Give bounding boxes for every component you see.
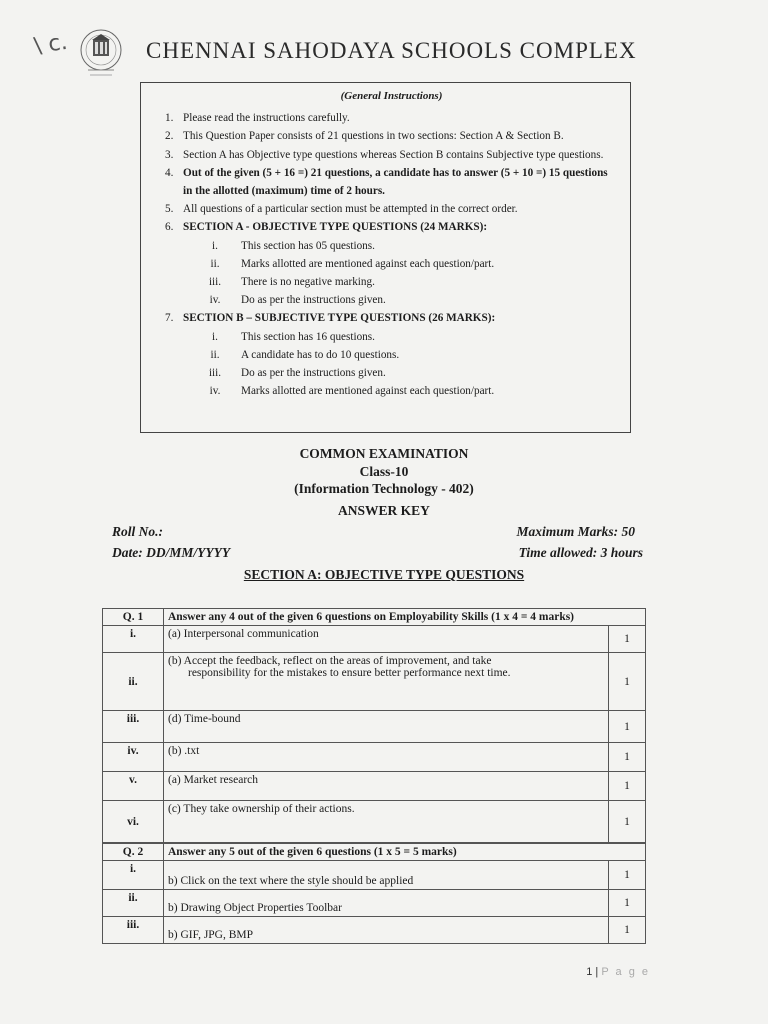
roll-no-label: Roll No.: bbox=[112, 524, 164, 539]
question-number: Q. 2 bbox=[103, 844, 164, 861]
answer-text: (a) Interpersonal communication bbox=[164, 626, 609, 653]
section-a-title: SECTION A: OBJECTIVE TYPE QUESTIONS bbox=[243, 567, 525, 582]
instruction-item: 4. Out of the given (5 + 16 =) 21 questions, a candidate has to answer (5 + 10 =) 15 questions in the allotted (maximum) time of 2 hours. bbox=[165, 166, 608, 198]
table-row bbox=[103, 917, 646, 944]
section-a-sublist bbox=[195, 237, 618, 310]
page-footer bbox=[586, 966, 650, 978]
q2-answer-table bbox=[102, 843, 646, 944]
answer-text: (b) .txt bbox=[164, 743, 609, 772]
page-number: 1 bbox=[586, 966, 593, 978]
table-row bbox=[103, 626, 646, 653]
answer-text: (d) Time-bound bbox=[164, 711, 609, 743]
instructions-title: (General Instructions) bbox=[340, 90, 443, 102]
table-row bbox=[103, 890, 646, 917]
table-row bbox=[103, 711, 646, 743]
sub-item: ii. A candidate has to do 10 questions. bbox=[210, 348, 400, 361]
sub-question-number: iii. bbox=[103, 917, 164, 944]
school-name: CHENNAI SAHODAYA SCHOOLS COMPLEX bbox=[146, 38, 637, 63]
exam-heading bbox=[0, 445, 768, 519]
sub-question-number: v. bbox=[103, 772, 164, 801]
sub-item: iii. Do as per the instructions given. bbox=[208, 367, 386, 380]
general-instructions-box bbox=[140, 82, 631, 433]
max-marks-label: Maximum Marks: 50 bbox=[516, 524, 635, 539]
marks-cell: 1 bbox=[609, 626, 646, 653]
answer-text: b) GIF, JPG, BMP bbox=[164, 917, 609, 944]
sub-question-number: vi. bbox=[103, 801, 164, 843]
table-row bbox=[103, 801, 646, 843]
table-row bbox=[103, 844, 646, 861]
marks-cell: 1 bbox=[609, 653, 646, 711]
sub-question-number: i. bbox=[103, 861, 164, 890]
instruction-item-section-b: 7. SECTION B – SUBJECTIVE TYPE QUESTIONS (26 MARKS): bbox=[165, 312, 496, 325]
exam-title: COMMON EXAMINATION bbox=[299, 446, 469, 461]
instruction-item-section-a: 6. SECTION A - OBJECTIVE TYPE QUESTIONS (24 MARKS): bbox=[165, 221, 488, 234]
q1-answer-table bbox=[102, 608, 646, 843]
table-row bbox=[103, 772, 646, 801]
table-row bbox=[103, 653, 646, 711]
table-row bbox=[103, 609, 646, 626]
table-row bbox=[103, 743, 646, 772]
sub-question-number: iv. bbox=[103, 743, 164, 772]
sub-item: i. This section has 16 questions. bbox=[212, 330, 375, 343]
sub-question-number: i. bbox=[103, 626, 164, 653]
answer-text: (c) They take ownership of their actions. bbox=[164, 801, 609, 843]
marks-cell: 1 bbox=[609, 711, 646, 743]
answer-text: (b) Accept the feedback, reflect on the areas of improvement, and take responsibility for the mistakes to ensure better performance next time. bbox=[164, 653, 609, 711]
section-b-sublist bbox=[195, 328, 618, 401]
exam-class: Class-10 bbox=[359, 463, 409, 479]
question-header: Answer any 5 out of the given 6 questions (1 x 5 = 5 marks) bbox=[164, 844, 646, 861]
time-allowed-label: Time allowed: 3 hours bbox=[518, 545, 643, 560]
marks-cell: 1 bbox=[609, 917, 646, 944]
sub-item: iii. There is no negative marking. bbox=[208, 276, 375, 289]
sub-question-number: iii. bbox=[103, 711, 164, 743]
marks-cell: 1 bbox=[609, 861, 646, 890]
marks-cell: 1 bbox=[609, 801, 646, 843]
answer-text: b) Click on the text where the style should be applied bbox=[164, 861, 609, 890]
sub-item: ii. Marks allotted are mentioned against each question/part. bbox=[210, 257, 495, 270]
answer-text: (a) Market research bbox=[164, 772, 609, 801]
school-logo-icon bbox=[72, 26, 130, 82]
sub-item: i. This section has 05 questions. bbox=[212, 239, 375, 252]
marks-cell: 1 bbox=[609, 743, 646, 772]
marks-cell: 1 bbox=[609, 772, 646, 801]
instruction-item: 3. Section A has Objective type questions whereas Section B contains Subjective type questions. bbox=[165, 148, 604, 161]
question-header: Answer any 4 out of the given 6 questions on Employability Skills (1 x 4 = 4 marks) bbox=[164, 609, 646, 626]
question-number: Q. 1 bbox=[103, 609, 164, 626]
sub-question-number: ii. bbox=[103, 890, 164, 917]
handwritten-mark: \ c. bbox=[32, 29, 70, 60]
instruction-item: 5. All questions of a particular section must be attempted in the correct order. bbox=[165, 203, 518, 216]
sub-item: iv. Marks allotted are mentioned against each question/part. bbox=[209, 385, 495, 398]
exam-subject: (Information Technology - 402) bbox=[294, 481, 474, 496]
table-row bbox=[103, 861, 646, 890]
instruction-item: 1. Please read the instructions carefully. bbox=[165, 112, 350, 125]
answer-text: b) Drawing Object Properties Toolbar bbox=[164, 890, 609, 917]
page-separator: | bbox=[595, 966, 599, 978]
date-label: Date: DD/MM/YYYY bbox=[112, 545, 231, 560]
page-word: P a g e bbox=[601, 966, 650, 978]
instruction-item: 2. This Question Paper consists of 21 questions in two sections: Section A & Section B. bbox=[165, 130, 564, 143]
sub-question-number: ii. bbox=[103, 653, 164, 711]
answer-key-label: ANSWER KEY bbox=[338, 502, 430, 518]
sub-item: iv. Do as per the instructions given. bbox=[209, 294, 386, 307]
marks-cell: 1 bbox=[609, 890, 646, 917]
